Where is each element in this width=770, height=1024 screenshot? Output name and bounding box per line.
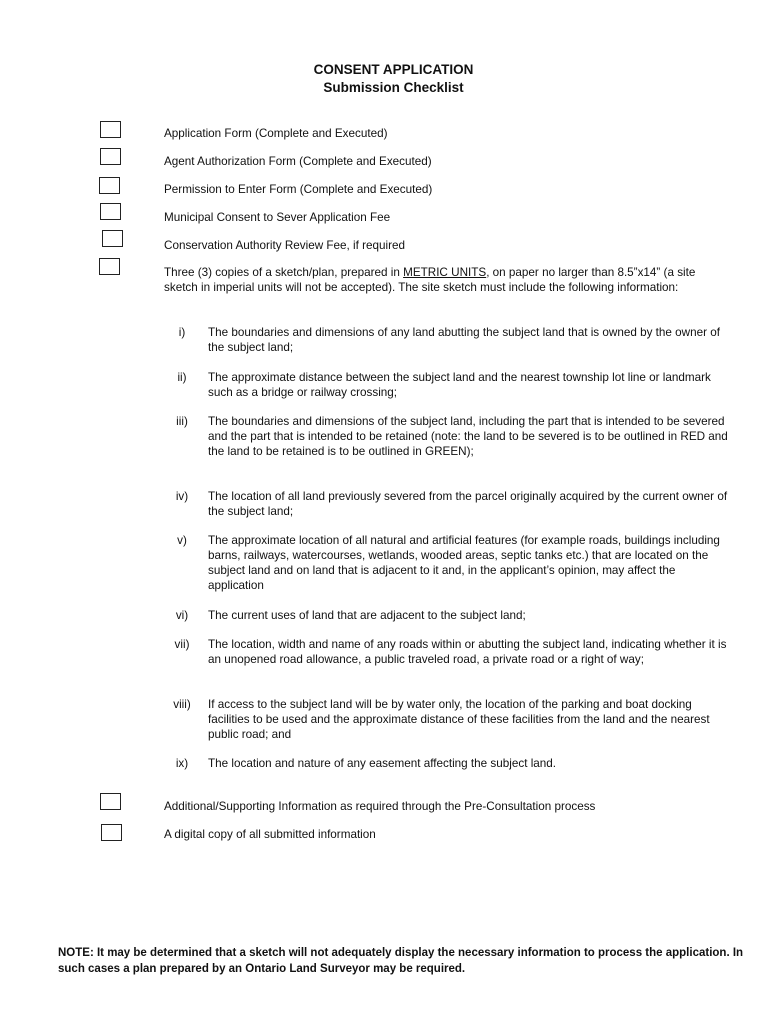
checklist-item-label: Conservation Authority Review Fee, if required xyxy=(164,239,406,252)
checkbox-sketch-copies[interactable] xyxy=(99,258,120,275)
subitem-text: The location of all land previously severed from the parcel originally acquired by the current owner of the subject land; xyxy=(208,490,728,518)
subitem-text: The boundaries and dimensions of the subject land, including the part that is intended to be severed and the part that is intended to be retained (note: the land to be severed is to be outlined in RED and the land to be retained is to be outlined in GREEN); xyxy=(208,415,728,458)
checklist-item-label: Permission to Enter Form (Complete and Executed) xyxy=(164,183,433,196)
metric-units-emphasis: METRIC UNITS xyxy=(403,266,487,279)
checkbox-additional-information[interactable] xyxy=(100,793,121,810)
checkbox-digital-copy[interactable] xyxy=(101,824,122,841)
subitem-number: iv) xyxy=(175,490,189,503)
subitem-text: If access to the subject land will be by water only, the location of the parking and boat docking facilities to be used and the approximate distance of these facilities from the land and the nearest public road; and xyxy=(208,698,710,741)
subitem-text: The current uses of land that are adjacent to the subject land; xyxy=(208,609,526,622)
checkbox-conservation-review-fee[interactable] xyxy=(102,230,123,247)
checkbox-application-form[interactable] xyxy=(100,121,121,138)
subitem-number: viii) xyxy=(173,698,191,711)
subitem-text: The boundaries and dimensions of any land abutting the subject land that is owned by the owner of the subject land; xyxy=(208,326,720,354)
subitem-number: ix) xyxy=(175,757,189,770)
note-text: NOTE: It may be determined that a sketch will not adequately display the necessary information to process the application. In such cases a plan prepared by an Ontario Land Surveyor may be required. xyxy=(58,947,744,975)
checkbox-municipal-consent-fee[interactable] xyxy=(100,203,121,220)
subitem-number: v) xyxy=(177,534,187,547)
subitem-number: vii) xyxy=(174,638,190,651)
subitem-text: The approximate distance between the subject land and the nearest township lot line or landmark such as a bridge or railway crossing; xyxy=(208,371,711,399)
checklist-item-label: Agent Authorization Form (Complete and Executed) xyxy=(164,155,432,168)
subitem-number: i) xyxy=(178,326,186,339)
checklist-item-label: Additional/Supporting Information as required through the Pre-Consultation process xyxy=(164,800,596,813)
checklist-item-label: A digital copy of all submitted information xyxy=(164,828,376,841)
checklist-item-label: Application Form (Complete and Executed) xyxy=(164,127,388,140)
checkbox-permission-to-enter[interactable] xyxy=(99,177,120,194)
subitem-number: iii) xyxy=(176,415,188,428)
subitem-text: The location, width and name of any roads within or abutting the subject land, indicating whether it is an unopened road allowance, a public traveled road, a private road or a right of way; xyxy=(208,638,727,666)
checkbox-agent-authorization[interactable] xyxy=(100,148,121,165)
page-title: CONSENT APPLICATION xyxy=(313,62,474,77)
subitem-text: The location and nature of any easement affecting the subject land. xyxy=(208,757,557,770)
subitem-number: vi) xyxy=(175,609,189,622)
subitem-text: The approximate location of all natural and artificial features (for example roads, buildings including barns, railways, watercourses, wetlands, wooded areas, septic tanks etc.) that are located on the subject land and on land that is adjacent to it and, in the applicant’s opinion, may affect the application xyxy=(208,534,720,592)
page-subtitle: Submission Checklist xyxy=(323,80,464,95)
subitem-number: ii) xyxy=(177,371,187,384)
checklist-item-label: Municipal Consent to Sever Application Fee xyxy=(164,211,391,224)
sketch-requirement-text: Three (3) copies of a sketch/plan, prepared in METRIC UNITS, on paper no larger than 8.5”x14” (a site sketch in imperial units will not be accepted). The site sketch must include the following information: xyxy=(164,266,696,294)
